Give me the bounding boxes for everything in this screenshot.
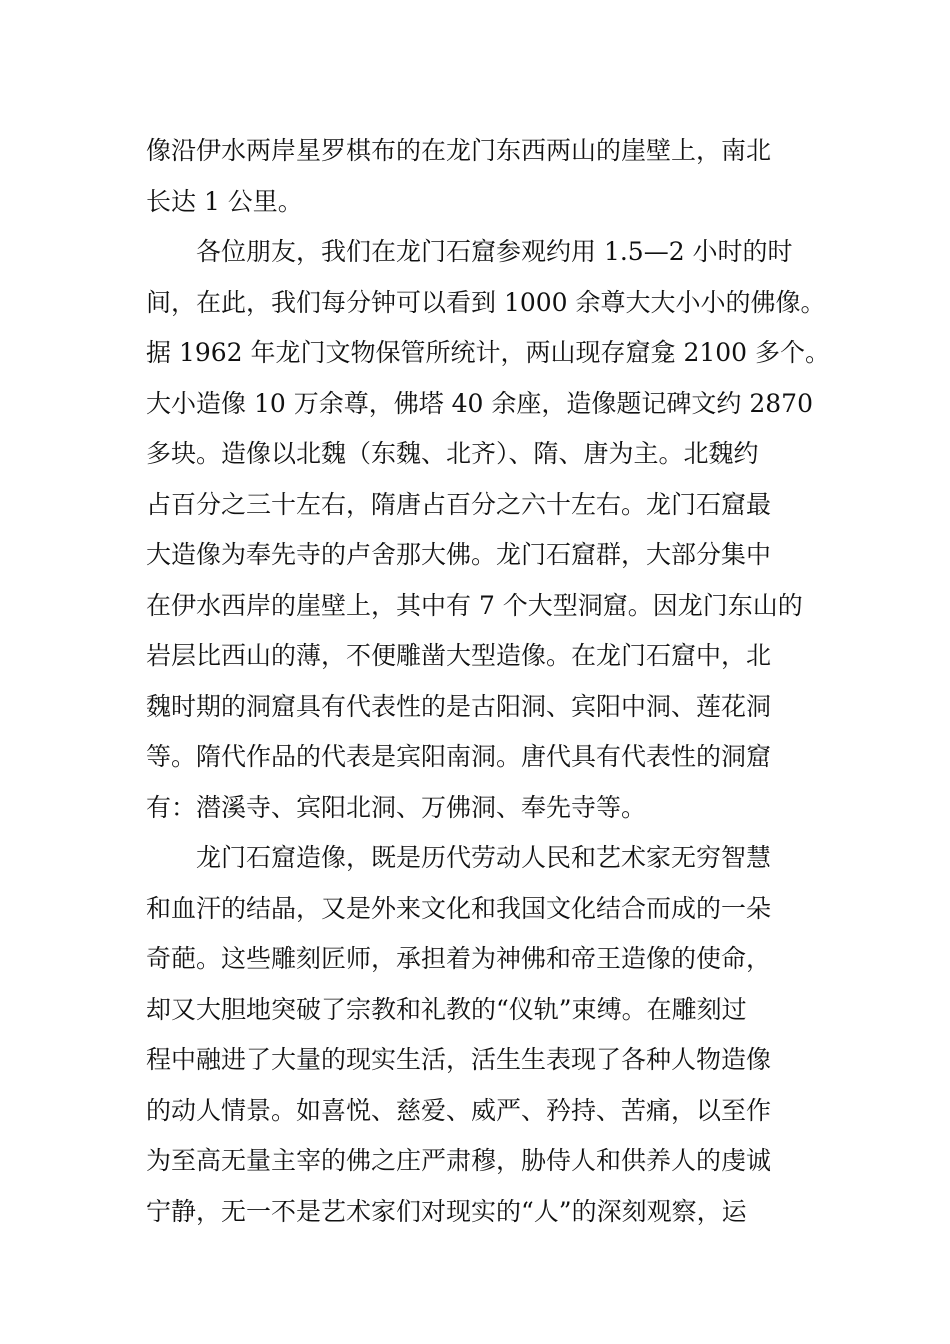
text-line: 的动人情景。如喜悦、慈爱、威严、矜持、苦痛，以至作 [146,1095,772,1125]
text-line: 魏时期的洞窟具有代表性的是古阳洞、宾阳中洞、莲花洞 [146,691,772,721]
text-line: 有：潜溪寺、宾阳北洞、万佛洞、奉先寺等。 [146,792,647,822]
text-line: 岩层比西山的薄，不便雕凿大型造像。在龙门石窟中，北 [146,641,772,670]
text-line: 长达 1 公里。 [146,186,303,216]
text-line: 多块。造像以北魏（东魏、北齐）、隋、唐为主。北魏约 [146,439,759,468]
text-line: 间，在此，我们每分钟可以看到 1000 余尊大大小小的佛像。 [146,287,826,317]
text-line: 却又大胆地突破了宗教和礼教的“仪轨”束缚。在雕刻过 [146,994,747,1024]
body-text [146,126,831,1237]
text-line: 大造像为奉先寺的卢舍那大佛。龙门石窟群，大部分集中 [146,540,772,569]
text-line: 奇葩。这些雕刻匠师，承担着为神佛和帝王造像的使命， [146,944,772,973]
text-line: 等。隋代作品的代表是宾阳南洞。唐代具有代表性的洞窟 [146,742,772,771]
text-line: 大小造像 10 万余尊，佛塔 40 余座，造像题记碑文约 2870 [146,388,813,418]
text-line: 在伊水西岸的崖壁上，其中有 7 个大型洞窟。因龙门东山的 [146,590,803,620]
text-line: 占百分之三十左右，隋唐占百分之六十左右。龙门石窟最 [146,489,772,519]
text-line: 龙门石窟造像，既是历代劳动人民和艺术家无穷智慧 [196,843,772,872]
text-line: 程中融进了大量的现实生活，活生生表现了各种人物造像 [146,1045,772,1074]
text-line: 据 1962 年龙门文物保管所统计，两山现存窟龛 2100 多个。 [146,338,831,367]
text-line: 和血汗的结晶，又是外来文化和我国文化结合而成的一朵 [146,893,772,923]
text-line: 宁静，无一不是艺术家们对现实的“人”的深刻观察，运 [146,1196,747,1226]
text-line: 为至高无量主宰的佛之庄严肃穆，胁侍人和供养人的虔诚 [146,1146,772,1175]
text-line: 各位朋友，我们在龙门石窟参观约用 1.5—2 小时的时 [196,237,793,266]
text-line: 像沿伊水两岸星罗棋布的在龙门东西两山的崖壁上，南北 [146,136,772,165]
